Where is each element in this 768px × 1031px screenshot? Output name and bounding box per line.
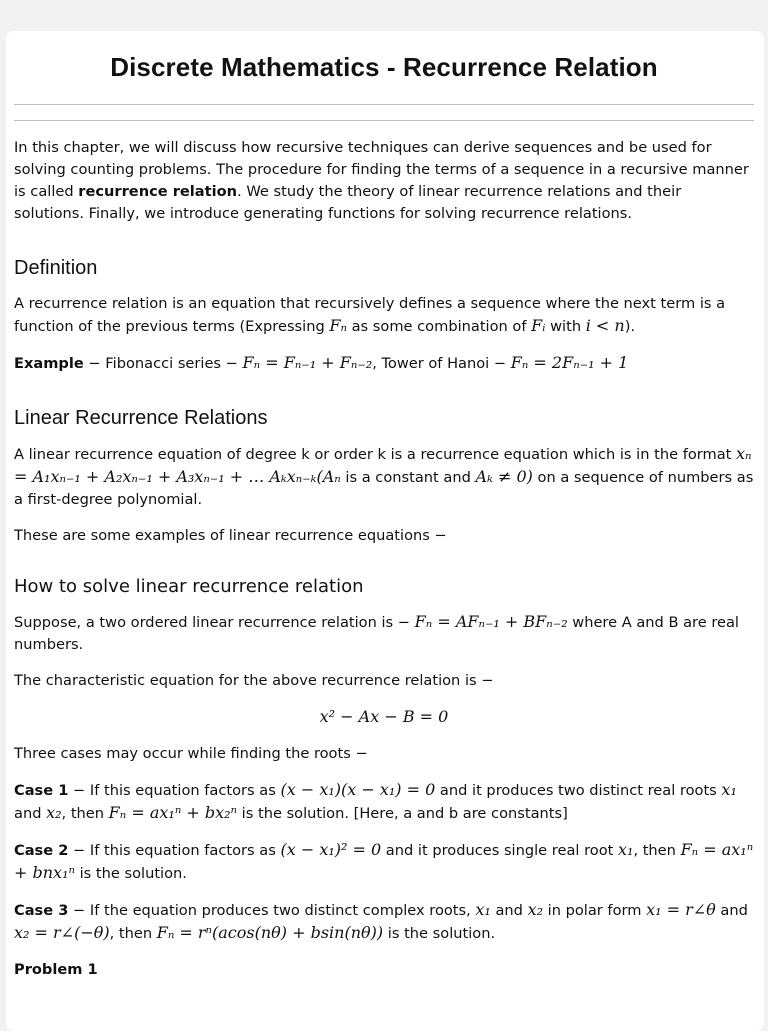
case-text: is the solution.	[383, 925, 496, 942]
math-x2: x₂	[527, 900, 544, 919]
case-text: is the solution. [Here, a and b are constants]	[237, 805, 568, 822]
math-case1-factor: (x − x₁)(x − x₁) = 0	[280, 780, 436, 799]
case-text: − If this equation factors as	[68, 842, 281, 859]
math-x1: x₁	[618, 840, 634, 859]
case-text: , then	[61, 805, 109, 822]
definition-text: ).	[624, 318, 636, 335]
math-linear-format: xₙ = A₁xₙ₋₁ + A₂xₙ₋₁ + A₃xₙ₋₁ + … Aₖxₙ₋ₖ(Aₙ	[14, 444, 752, 486]
math-x2: x₂	[46, 803, 62, 822]
math-i-less-n: i < n	[585, 316, 625, 335]
math-hanoi: Fₙ = 2Fₙ₋₁ + 1	[510, 353, 629, 372]
solve-text: Suppose, a two ordered linear recurrence relation is −	[14, 614, 415, 631]
math-case1-solution: Fₙ = ax₁ⁿ + bx₂ⁿ	[108, 803, 238, 822]
case-text: , then	[633, 842, 681, 859]
case-text: − If the equation produces two distinct complex roots,	[68, 902, 476, 919]
definition-text: as some combination of	[346, 318, 532, 335]
case-1-label: Case 1	[14, 782, 69, 799]
three-cases-paragraph: Three cases may occur while finding the roots −	[14, 745, 368, 762]
math-characteristic: x² − Ax − B = 0	[319, 707, 449, 726]
case-2-label: Case 2	[14, 842, 69, 859]
problem-1-heading	[14, 959, 754, 981]
example-text: − Fibonacci series −	[83, 355, 243, 372]
recurrence-relation-term: recurrence relation	[78, 183, 238, 200]
case-text: in polar form	[543, 902, 647, 919]
math-fn: Fₙ	[329, 316, 347, 335]
how-to-solve-heading: How to solve linear recurrence relation	[14, 576, 364, 597]
intro-text-end: . We study the theory of linear recurrence relations and their solutions. Finally, we introduce generating functions for solving recurrence relations.	[14, 183, 682, 222]
math-case2-solution: Fₙ = ax₁ⁿ + bnx₁ⁿ	[14, 840, 754, 882]
page-title: Discrete Mathematics - Recurrence Relation	[110, 52, 658, 82]
case-text: and	[14, 805, 47, 822]
example-label: Example	[14, 355, 84, 372]
solve-text: where A and B are real numbers.	[14, 614, 739, 653]
problem-1-label: Problem 1	[14, 961, 98, 978]
example-paragraph	[14, 352, 754, 375]
linear-text: A linear recurrence equation of degree k or order k is a recurrence equation which is in the format	[14, 446, 737, 463]
math-x2-polar: x₂ = r∠(−θ)	[14, 923, 110, 942]
case-3-paragraph	[14, 899, 754, 945]
case-text: and it produces two distinct real roots	[435, 782, 722, 799]
math-two-order: Fₙ = AFₙ₋₁ + BFₙ₋₂	[414, 612, 568, 631]
solve-paragraph	[14, 611, 754, 656]
characteristic-equation	[14, 706, 754, 729]
definition-text: A recurrence relation is an equation that recursively defines a sequence where the next term is a function of the previous terms (Expressing	[14, 295, 726, 335]
math-x1-polar: x₁ = r∠θ	[646, 900, 716, 919]
definition-paragraph	[14, 293, 754, 338]
case-1-paragraph	[14, 779, 754, 825]
example-text: , Tower of Hanoi −	[372, 355, 511, 372]
intro-text: In this chapter, we will discuss how recursive techniques can derive sequences and be used for solving counting problems. The procedure for finding the terms of a sequence in a recursive manner is called	[14, 139, 749, 200]
case-text: and	[490, 902, 528, 919]
case-text: and it produces single real root	[381, 842, 618, 859]
math-x1: x₁	[475, 900, 491, 919]
case-text: is the solution.	[74, 865, 187, 882]
definition-heading: Definition	[14, 257, 98, 279]
title-divider-bottom	[14, 120, 754, 121]
characteristic-paragraph: The characteristic equation for the above recurrence relation is −	[14, 672, 494, 689]
linear-examples-paragraph: These are some examples of linear recurrence equations −	[14, 527, 447, 544]
math-x1: x₁	[721, 780, 737, 799]
math-case3-solution: Fₙ = rⁿ(acos(nθ) + bsin(nθ))	[156, 923, 384, 942]
linear-text: on a sequence of numbers as a first-degree polynomial.	[14, 469, 754, 508]
article-body	[14, 137, 754, 995]
math-ak-nonzero: Aₖ ≠ 0)	[475, 467, 533, 486]
case-text: − If this equation factors as	[68, 782, 281, 799]
case-2-paragraph	[14, 839, 754, 885]
math-case2-factor: (x − x₁)² = 0	[280, 840, 382, 859]
intro-paragraph	[14, 137, 754, 225]
definition-text: with	[545, 318, 586, 335]
linear-recurrence-heading: Linear Recurrence Relations	[14, 407, 268, 429]
case-text: and	[715, 902, 748, 919]
math-fi: Fᵢ	[531, 316, 546, 335]
linear-text: is a constant and	[340, 469, 476, 486]
case-3-label: Case 3	[14, 902, 69, 919]
math-fibonacci: Fₙ = Fₙ₋₁ + Fₙ₋₂	[242, 353, 373, 372]
title-divider-top	[14, 104, 754, 105]
linear-paragraph	[14, 443, 754, 511]
case-text: , then	[109, 925, 157, 942]
